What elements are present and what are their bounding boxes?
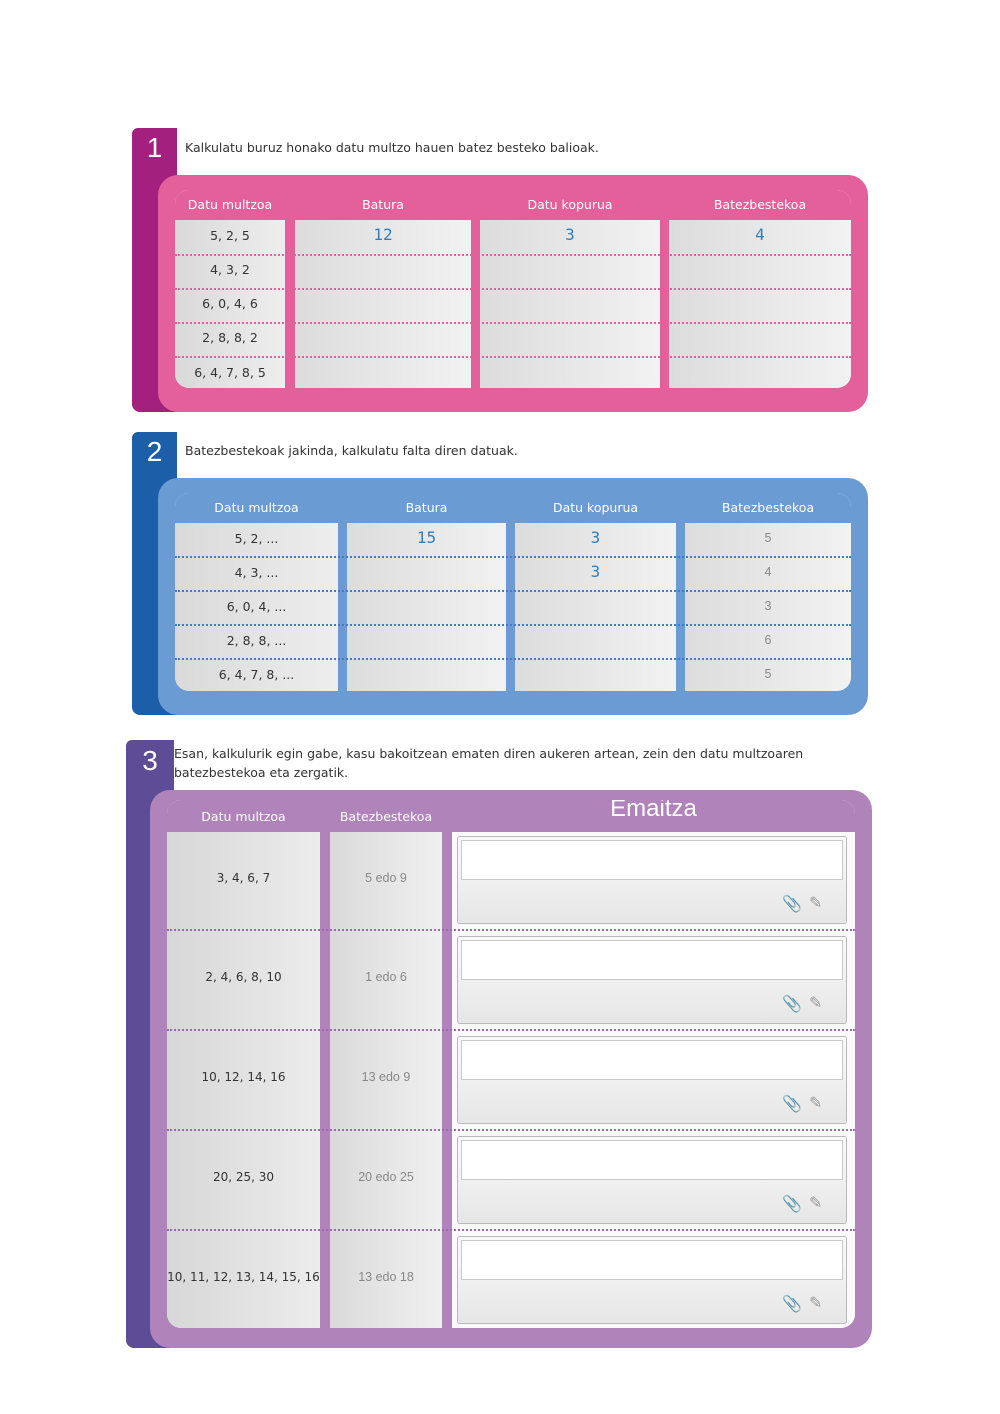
ex3-header-set: Datu multzoa [201,809,286,824]
edit-icon[interactable]: ✎ [809,1193,823,1212]
exercise-1-number: 1 [146,132,163,163]
exercise-3-prompt: Esan, kalkulurik egin gabe, kasu bakoitzean ematen diren aukeren artean, zein den datu multzoaren batezbestekoa eta zergatik. [174,746,804,780]
ex3-header-answer: Emaitza [610,800,697,822]
ex2-cell-set: 5, 2, ... [234,531,279,546]
exercise-2-prompt: Batezbestekoak jakinda, kalkulatu falta diren datuak. [185,443,518,458]
answer-box [457,936,847,1024]
exercise-3-table [167,800,855,1328]
ex1-cell-set: 2, 8, 8, 2 [202,330,258,345]
ex2-cell-set: 6, 0, 4, ... [226,599,287,614]
ex2-col-sum [347,523,506,691]
ex1-cell-set: 6, 0, 4, 6 [202,296,258,311]
paperclip-icon[interactable]: 📎 [782,994,802,1013]
exercise-3-number: 3 [142,745,158,776]
paperclip-icon[interactable]: 📎 [782,1194,802,1213]
ex1-header-count: Datu kopurua [527,197,613,212]
ex2-header-sum: Batura [405,500,448,515]
ex2-header-set: Datu multzoa [214,500,299,515]
paperclip-icon[interactable]: 📎 [782,894,802,913]
ex3-cell-options: 13 edo 9 [361,1070,411,1084]
paperclip-icon[interactable]: 📎 [782,1294,802,1313]
edit-icon[interactable]: ✎ [809,893,823,912]
ex1-header-mean: Batezbestekoa [713,197,807,212]
ex1-col-count [480,220,660,388]
ex3-cell-options: 20 edo 25 [358,1170,414,1184]
ex3-cell-options: 1 edo 6 [365,970,407,984]
ex2-cell-mean: 6 [764,633,772,647]
answer-input[interactable] [461,940,843,980]
answer-input[interactable] [461,1040,843,1080]
answer-box [457,1136,847,1224]
edit-icon[interactable]: ✎ [809,1293,823,1312]
ex1-cell-count[interactable]: 3 [565,225,575,244]
ex2-col-count [515,523,676,691]
ex1-col-mean [669,220,851,388]
answer-input[interactable] [461,840,843,880]
ex1-cell-set: 5, 2, 5 [210,228,250,243]
ex2-cell-mean: 5 [764,667,772,681]
answer-box [457,1036,847,1124]
ex1-cell-sum[interactable]: 12 [373,225,393,244]
exercise-1-table [175,190,851,388]
ex3-cell-set: 3, 4, 6, 7 [216,871,271,885]
answer-box [457,1236,847,1324]
ex1-header-sum: Batura [362,197,404,212]
ex3-cell-options: 5 edo 9 [365,871,407,885]
ex2-header-mean: Batezbestekoa [721,500,815,515]
paperclip-icon[interactable]: 📎 [782,1094,802,1113]
ex2-cell-sum[interactable]: 15 [416,528,437,547]
exercise-2-number: 2 [146,436,163,467]
ex1-col-sum [295,220,471,388]
ex3-cell-set: 2, 4, 6, 8, 10 [205,970,282,984]
ex2-cell-set: 6, 4, 7, 8, ... [218,667,295,682]
ex3-cell-set: 10, 11, 12, 13, 14, 15, 16 [167,1270,320,1284]
ex2-cell-count[interactable]: 3 [590,528,601,547]
ex2-cell-count[interactable]: 3 [590,562,601,581]
ex2-header-count: Datu kopurua [552,500,639,515]
ex3-cell-options: 13 edo 18 [358,1270,414,1284]
ex3-header-options: Batezbestekoa [339,809,433,824]
ex2-cell-set: 2, 8, 8, ... [226,633,287,648]
ex1-cell-set: 4, 3, 2 [210,262,250,277]
exercise-2-table [175,493,851,691]
ex1-cell-mean[interactable]: 4 [755,225,765,244]
exercise-1-prompt: Kalkulatu buruz honako datu multzo hauen batez besteko balioak. [185,140,599,155]
answer-input[interactable] [461,1140,843,1180]
ex2-cell-mean: 3 [764,599,772,613]
ex2-cell-mean: 5 [764,531,772,545]
ex2-cell-set: 4, 3, ... [234,565,279,580]
edit-icon[interactable]: ✎ [809,993,823,1012]
ex3-cell-set: 10, 12, 14, 16 [201,1070,286,1084]
edit-icon[interactable]: ✎ [809,1093,823,1112]
ex2-cell-mean: 4 [764,565,772,579]
ex1-header-set: Datu multzoa [187,197,273,212]
ex3-cell-set: 20, 25, 30 [212,1170,275,1184]
ex1-cell-set: 6, 4, 7, 8, 5 [194,365,266,380]
answer-input[interactable] [461,1240,843,1280]
answer-box [457,836,847,924]
